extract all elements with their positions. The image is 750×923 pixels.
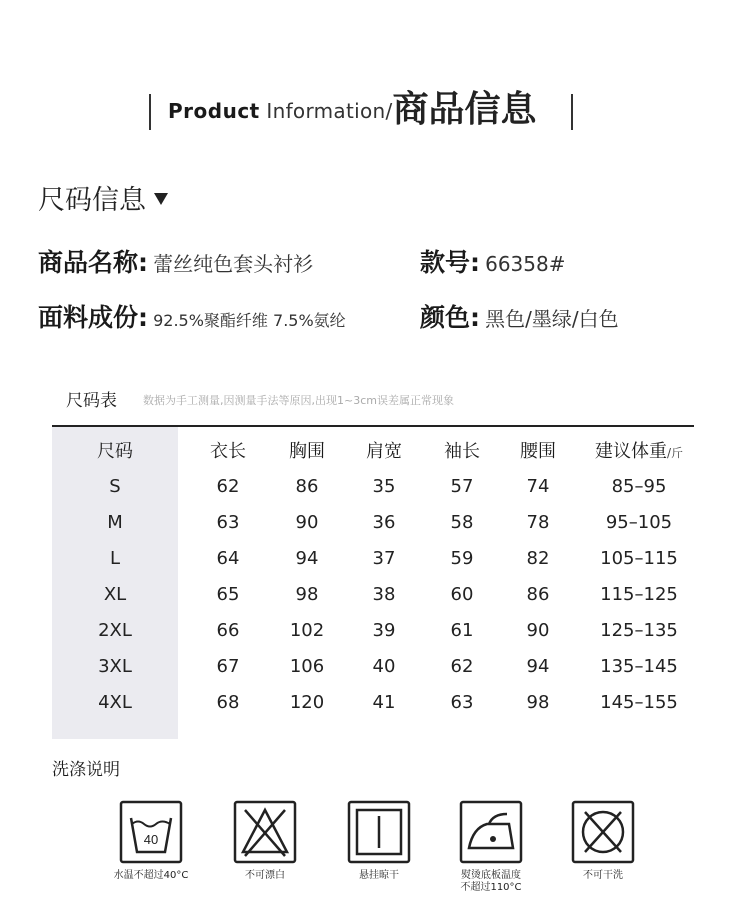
cell-waist: 86	[526, 583, 550, 605]
cell-chest: 106	[289, 655, 325, 677]
cell-sleeve: 61	[450, 619, 474, 641]
care-item-no-dry-clean	[548, 800, 658, 882]
header-cn-title: 商品信息	[392, 89, 537, 130]
cell-shoulder: 39	[372, 619, 396, 641]
cell-sleeve: 59	[450, 547, 474, 569]
cell-length: 66	[216, 619, 240, 641]
fabric-label: 面料成份:	[38, 303, 148, 332]
care-item-iron	[436, 800, 546, 894]
care-caption-wash: 水温不超过40°C	[113, 870, 189, 881]
cell-waist: 98	[526, 691, 550, 713]
table-row	[52, 468, 694, 504]
cell-chest: 98	[295, 583, 319, 605]
cell-waist: 90	[526, 619, 550, 641]
cell-sleeve: 62	[450, 655, 474, 677]
cell-weight: 125–135	[600, 619, 678, 641]
cell-shoulder: 37	[372, 547, 396, 569]
care-title: 洗涤说明	[52, 760, 120, 780]
care-caption-iron	[436, 870, 546, 894]
cell-shoulder: 40	[372, 655, 396, 677]
cell-waist: 74	[526, 475, 550, 497]
cell-size: L	[109, 547, 121, 569]
header-size: 尺码	[97, 441, 133, 462]
size-table	[52, 432, 694, 720]
care-caption-no-bleach: 不可漂白	[245, 870, 285, 881]
care-icons	[100, 800, 660, 900]
style-number-row	[420, 246, 565, 283]
table-row	[52, 576, 694, 612]
cell-size: XL	[103, 583, 127, 605]
cell-chest: 102	[289, 619, 325, 641]
cell-sleeve: 60	[450, 583, 474, 605]
color-label: 颜色:	[420, 303, 480, 332]
product-name-label: 商品名称:	[38, 248, 148, 277]
table-row	[52, 612, 694, 648]
header-length: 衣长	[210, 441, 246, 462]
header-weight	[584, 432, 694, 468]
care-caption-iron-line1: 熨烫底板温度	[461, 870, 521, 881]
table-row	[52, 648, 694, 684]
cell-size: 2XL	[98, 619, 132, 641]
triangle-down-icon	[154, 193, 168, 205]
header-left-divider	[149, 94, 151, 130]
cell-length: 62	[216, 475, 240, 497]
cell-shoulder: 38	[372, 583, 396, 605]
hang-dry-icon	[347, 800, 411, 864]
header-waist: 腰围	[520, 441, 556, 462]
cell-chest: 94	[295, 547, 319, 569]
cell-size: 3XL	[98, 655, 132, 677]
care-item-wash	[96, 800, 206, 882]
size-table-note: 数据为手工测量,因测量手法等原因,出现1~3cm误差属正常现象	[143, 394, 454, 407]
wash-temp-label: 40	[143, 832, 159, 847]
cell-weight: 135–145	[600, 655, 678, 677]
size-info-heading	[38, 183, 168, 219]
style-number-value: 66358#	[485, 252, 566, 276]
no-bleach-icon	[233, 800, 297, 864]
header-weight-unit: /斤	[666, 446, 684, 460]
cell-shoulder: 35	[372, 475, 396, 497]
size-table-header-row	[52, 432, 694, 468]
header-weight-text: 建议体重	[594, 441, 667, 462]
size-table-title: 尺码表	[66, 391, 117, 411]
cell-length: 64	[216, 547, 240, 569]
header-right-divider	[571, 94, 573, 130]
cell-size: 4XL	[98, 691, 132, 713]
care-caption-iron-line2: 不超过110°C	[460, 882, 522, 893]
cell-waist: 82	[526, 547, 550, 569]
cell-weight: 85–95	[611, 475, 667, 497]
fabric-value: 92.5%聚酯纤维 7.5%氨纶	[153, 311, 346, 330]
fabric-row	[38, 301, 346, 338]
iron-icon	[459, 800, 523, 864]
cell-weight: 95–105	[605, 511, 673, 533]
cell-waist: 78	[526, 511, 550, 533]
header-shoulder: 肩宽	[366, 441, 402, 462]
table-row	[52, 504, 694, 540]
header-chest: 胸围	[289, 441, 325, 462]
cell-length: 65	[216, 583, 240, 605]
cell-length: 63	[216, 511, 240, 533]
cell-size: M	[107, 511, 123, 533]
cell-sleeve: 57	[450, 475, 474, 497]
cell-length: 67	[216, 655, 240, 677]
care-item-no-bleach	[210, 800, 320, 882]
care-caption-no-dry-clean: 不可干洗	[583, 870, 623, 881]
cell-weight: 115–125	[600, 583, 678, 605]
cell-weight: 105–115	[600, 547, 678, 569]
cell-length: 68	[216, 691, 240, 713]
header-sleeve: 袖长	[444, 441, 480, 462]
cell-size: S	[109, 475, 121, 497]
wash-40-icon	[119, 800, 183, 864]
care-item-hang-dry	[324, 800, 434, 882]
cell-shoulder: 41	[372, 691, 396, 713]
header-en-light: Information/	[259, 99, 393, 123]
table-row	[52, 540, 694, 576]
cell-chest: 120	[289, 691, 325, 713]
table-row	[52, 684, 694, 720]
size-info-heading-text: 尺码信息	[38, 185, 146, 216]
cell-sleeve: 63	[450, 691, 474, 713]
style-number-label: 款号:	[420, 248, 480, 277]
care-caption-hang-dry: 悬挂晾干	[359, 870, 399, 881]
header-en-bold: Product	[168, 99, 260, 123]
cell-waist: 94	[526, 655, 550, 677]
product-name-value: 蕾丝纯色套头衬衫	[153, 252, 314, 276]
color-value: 黑色/墨绿/白色	[485, 307, 619, 331]
cell-chest: 90	[295, 511, 319, 533]
product-name-row	[38, 246, 313, 283]
cell-weight: 145–155	[600, 691, 678, 713]
cell-chest: 86	[295, 475, 319, 497]
cell-sleeve: 58	[450, 511, 474, 533]
cell-shoulder: 36	[372, 511, 396, 533]
header-title	[168, 88, 537, 132]
no-dry-clean-icon	[571, 800, 635, 864]
color-row	[420, 301, 619, 338]
page-header	[0, 80, 750, 140]
